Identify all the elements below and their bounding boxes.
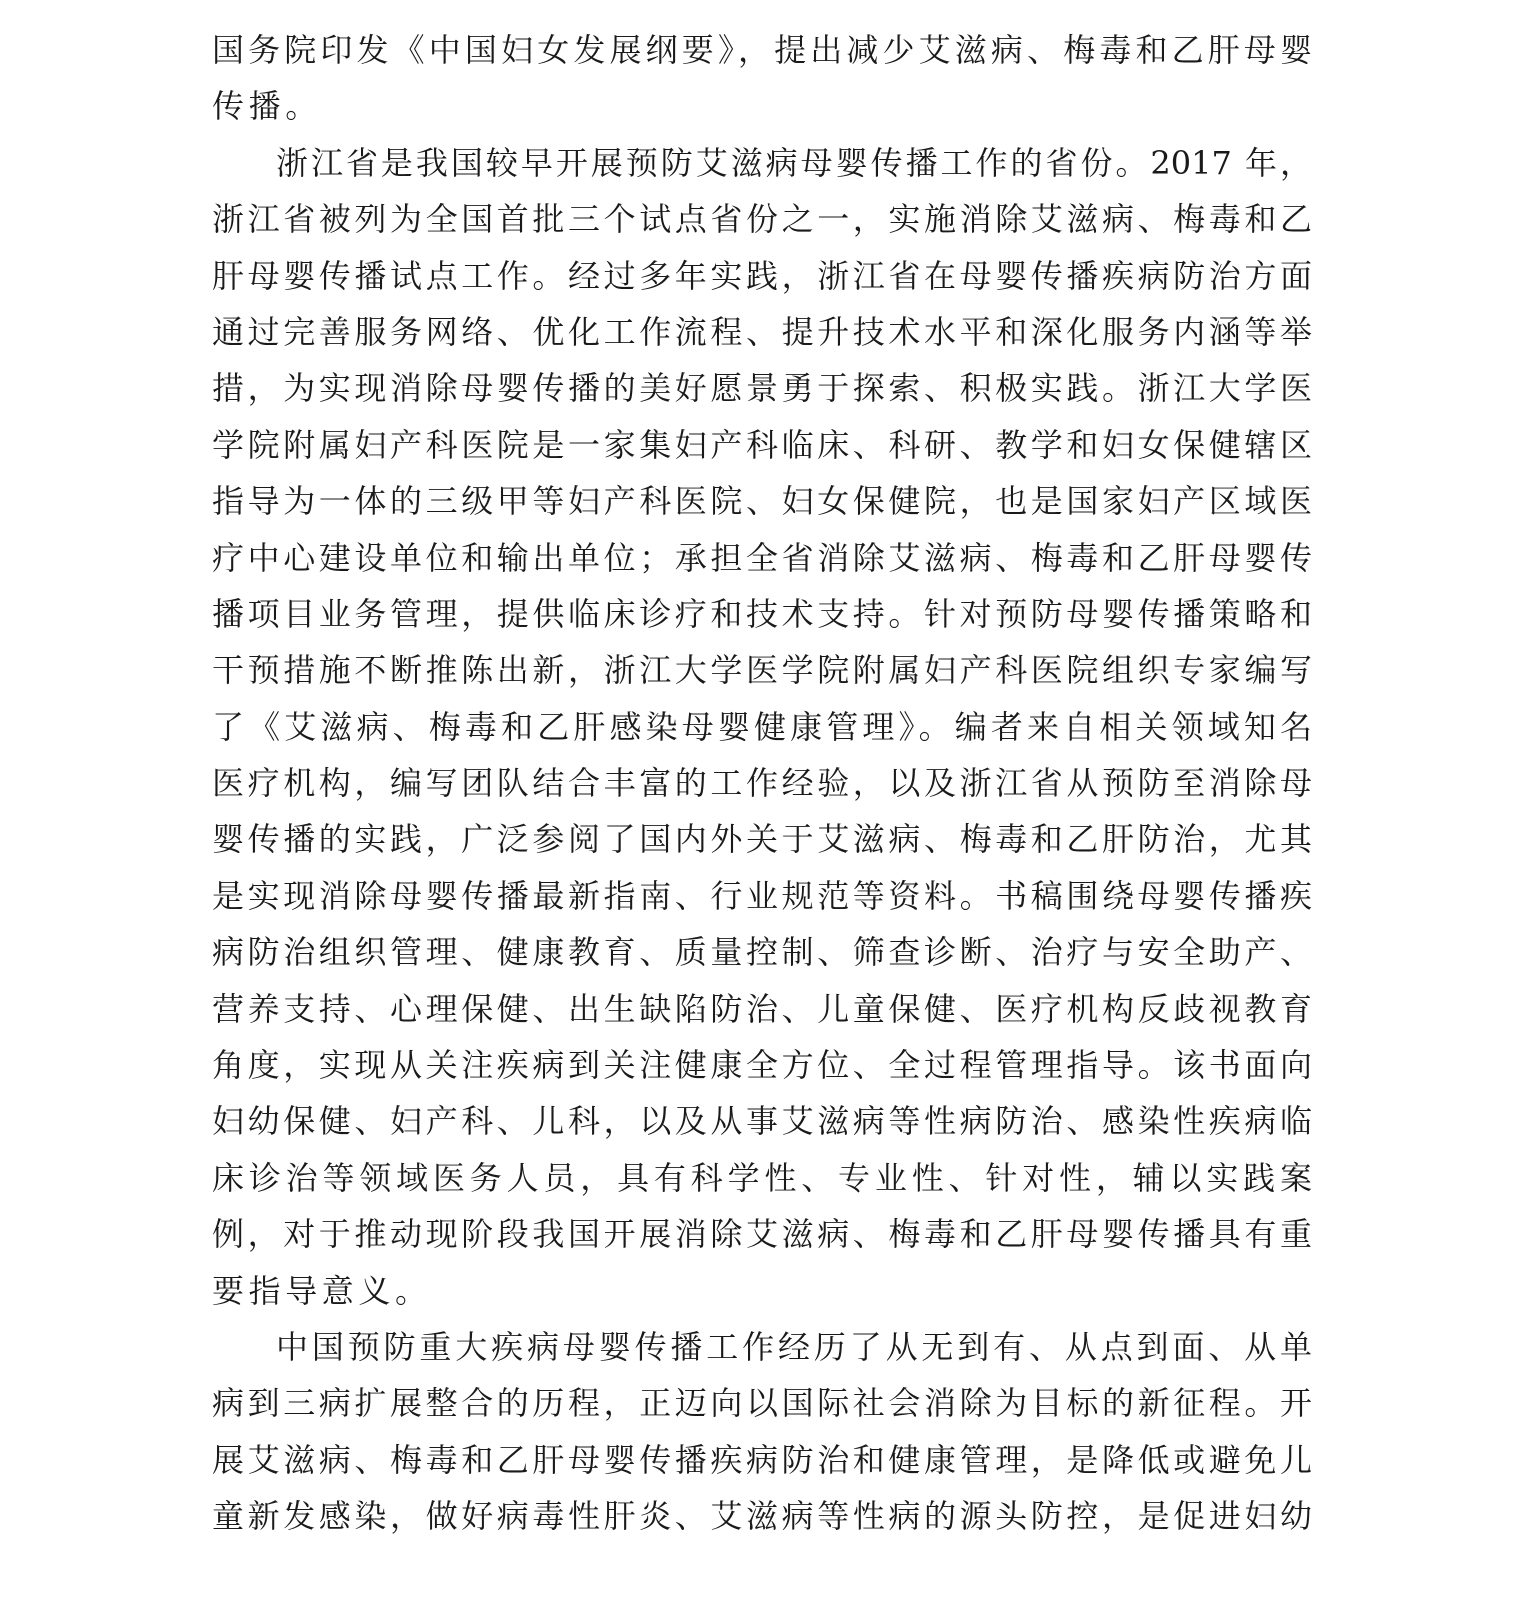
- text-line: 通过完善服务网络、优化工作流程、提升技术水平和深化服务内涵等举: [212, 312, 1312, 351]
- text-line: 肝母婴传播试点工作。经过多年实践，浙江省在母婴传播疾病防治方面: [212, 256, 1312, 295]
- text-line: 展艾滋病、梅毒和乙肝母婴传播疾病防治和健康管理，是降低或避免儿: [212, 1440, 1312, 1479]
- paragraph-start-line: 中国预防重大疾病母婴传播工作经历了从无到有、从点到面、从单: [276, 1327, 1312, 1366]
- text-line: 指导为一体的三级甲等妇产科医院、妇女保健院，也是国家妇产区域医: [212, 482, 1312, 521]
- text-line: 疗中心建设单位和输出单位；承担全省消除艾滋病、梅毒和乙肝母婴传: [212, 538, 1312, 577]
- text-line: 病到三病扩展整合的历程，正迈向以国际社会消除为目标的新征程。开: [212, 1384, 1312, 1423]
- text-line: 妇幼保健、妇产科、儿科，以及从事艾滋病等性病防治、感染性疾病临: [212, 1102, 1312, 1141]
- text-line: 浙江省被列为全国首批三个试点省份之一，实施消除艾滋病、梅毒和乙: [212, 200, 1312, 239]
- text-line: 国务院印发《中国妇女发展纲要》，提出减少艾滋病、梅毒和乙肝母婴: [212, 31, 1312, 69]
- text-line: 角度，实现从关注疾病到关注健康全方位、全过程管理指导。该书面向: [212, 1046, 1312, 1085]
- text-line: 床诊治等领域医务人员，具有科学性、专业性、针对性，辅以实践案: [212, 1158, 1312, 1197]
- paragraph-start-line: 浙江省是我国较早开展预防艾滋病母婴传播工作的省份。2017 年，: [276, 143, 1312, 182]
- text-line: 是实现消除母婴传播最新指南、行业规范等资料。书稿围绕母婴传播疾: [212, 876, 1312, 915]
- text-line: 学院附属妇产科医院是一家集妇产科临床、科研、教学和妇女保健辖区: [212, 425, 1312, 464]
- text-line: 传播。: [212, 87, 322, 126]
- text-line: 了《艾滋病、梅毒和乙肝感染母婴健康管理》。编者来自相关领域知名: [212, 707, 1312, 746]
- text-line: 例，对于推动现阶段我国开展消除艾滋病、梅毒和乙肝母婴传播具有重: [212, 1215, 1312, 1254]
- text-line: 要指导意义。: [212, 1271, 432, 1310]
- text-line: 童新发感染，做好病毒性肝炎、艾滋病等性病的源头防控，是促进妇幼: [212, 1497, 1312, 1536]
- text-line: 播项目业务管理，提供临床诊疗和技术支持。针对预防母婴传播策略和: [212, 594, 1312, 633]
- text-line: 干预措施不断推陈出新，浙江大学医学院附属妇产科医院组织专家编写: [212, 651, 1312, 690]
- text-line: 病防治组织管理、健康教育、质量控制、筛查诊断、治疗与安全助产、: [212, 933, 1312, 972]
- text-line: 营养支持、心理保健、出生缺陷防治、儿童保健、医疗机构反歧视教育: [212, 989, 1312, 1028]
- text-line: 医疗机构，编写团队结合丰富的工作经验，以及浙江省从预防至消除母: [212, 764, 1312, 803]
- text-line: 措，为实现消除母婴传播的美好愿景勇于探索、积极实践。浙江大学医: [212, 369, 1312, 408]
- body-text: [212, 22, 1312, 1545]
- text-line: 婴传播的实践，广泛参阅了国内外关于艾滋病、梅毒和乙肝防治，尤其: [212, 820, 1312, 859]
